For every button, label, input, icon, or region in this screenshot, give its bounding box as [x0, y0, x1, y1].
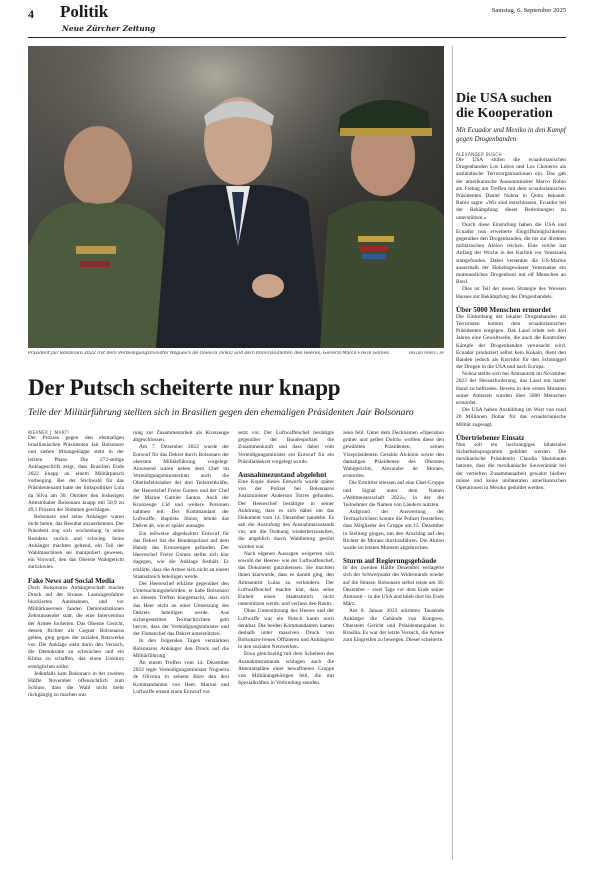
photo-caption — [28, 351, 444, 356]
photo-credit: ERALDO PERES / AP — [408, 351, 444, 355]
article-subline: Teile der Militärführung stellten sich in Brasilien gegen den ehemaligen Präsidenten Jair Bolsonaro — [28, 407, 414, 418]
caption-text: Präsident Jair Bolsonaro 2022 mit dem Verteidigungsminister Nogueira de Oliveira (links) und dem Kommandanten des Heeres, General Marco Freire Gomes. — [28, 351, 391, 356]
paragraph: Am 8. Januar 2023 stürmten Tausende Anhänger die Gebäude von Kongress, Oberstem Gericht und Präsidentenpalast in Brasília. Es war der letzte Versuch, die Armee zum Eingreifen zu bewegen. Dieser scheiterte. — [343, 608, 444, 644]
paragraph: Nach eigenen Aussagen weigerten sich sowohl der Heeres- wie der Luftwaffenchef, das Dokument gutzuheissen. Sie machten ihnen klarwurde, dass es darum ging, den Amtsantritt Lulas zu verhindern. Der Luftwaffenchef machte klar, dass seine Einheit einen Staatsstreich nicht unterstützen werde, und verliess den Raum. — [238, 550, 334, 608]
paragraph: Die USA haben Ausbildung im Wert von rund 20 Millionen Dollar für das ecuadorianische Militär zugesagt. — [456, 407, 566, 428]
article-column-2 — [133, 430, 229, 858]
paragraph: Eine Kopie dieses Entwurfs wurde später von der Polizei bei Bolsonaros Justizminister Anderson Torres gefunden. Der Heereschef bestätigte in seiner Anhörung, dass es sich dabei um das Dokument vom 14. Dezember handelte. Es sah die Ausrufung des Ausnahmezustands vor, um die Ordnung wiederherzustellen, die angeblich durch Wahlbetrug gestört worden war. — [238, 478, 334, 550]
paragraph: Durch diese Einstufung haben die USA und Ecuador nun erweiterte Eingriffsmöglichkeiten gegenüber den Drogenbanden, die bis zur direkten militärischen Aktion reichen. Eine solche hat Anfang der Woche in der Karibik vor Venezuela stattgefunden. Dabei versenkte die US-Marine ausserhalb der Hoheitsgewässer Venezuelas ein mutmassliches Drogenboot mit elf Menschen an Bord. — [456, 221, 566, 286]
paragraph: Die USA stufen die ecuadorianischen Drogenbanden Los Lobos und Los Choneros als ausländische Terrororganisationen ein. Das gab der amerikanische Aussenminister Marco Rubio am Freitag am Treffen mit dem ecuadorianischen Präsidenten Daniel Noboa in Quito bekannt. Rubio sagte: «Wir sind entschlossen, Ecuador bei der Bekämpfung dieser Bedrohungen zu unterstützen.» — [456, 157, 566, 221]
section-title: Politik — [60, 2, 109, 21]
paragraph: Ohne Unterstützung des Heeres und der Luftwaffe war ein Putsch kaum noch denkbar. Die beiden Kommandanten kamen deshalb unter massiven Druck von Bolsonaro-treuen Offizieren und Anhängern in den sozialen Netzwerken. — [238, 608, 334, 651]
sidebar-body — [456, 152, 566, 858]
sidebar-lead: Mit Ecuador und Mexiko in den Kampf gegen Drogenbanden — [456, 126, 566, 144]
paragraph: zeno fehl. Unter dem Decknamen «Operation grüner und gelber Dolch» wollten diese den gewählten Präsidenten, seinen Vizepräsidenten Geraldo Alckmin sowie den damaligen Präsidenten des Obersten Wahlgerichts, Alexandre de Moraes, ermorden. — [343, 430, 444, 480]
paragraph: Noboa stellte sich bei Amtsantritt im November 2023 der Herausforderung, das Land mit harter Hand zu befrieden. Bereits in den ersten Monaten seiner Amtszeit wurden über 5000 Menschen ermordet. — [456, 371, 566, 406]
article-author: WERNER J. MARTI — [28, 430, 69, 435]
subhead: Fake News auf Social Media — [28, 576, 115, 585]
paragraph: Der Prozess gegen den ehemaligen brasilianischen Präsidenten Jair Bolsonaro und sieben Mitangeklagte steht in der letzten Phase. Die 272-seitige Anklageschrift zeigt, dass Brasilien Ende 2022 knapp an einem Militärputsch vorbeiging. Bei der Stichwahl für das Präsidentenamt hatte der linkspolitiker Lula da Silva am 30. Oktober den bisherigen Amtsinhaber Bolsonaro knapp mit 50,9 zu 49,1 Prozent der Stimmen geschlagen. — [28, 435, 124, 513]
page-header — [28, 0, 566, 38]
paragraph: Etwa gleichzeitig mit dem Scheitern des Ausnahmezustands schlugen auch die Attentatspläne einer bewaffneten Gruppe von Militärangehörigen fehl, die mit Spezialkräften in Verbindung standen. — [238, 651, 334, 687]
article-column-3 — [238, 430, 334, 858]
paragraph: Aufgrund der Auswertung der Textnachrichten konnte die Polizei feststellen, dass Mitglieder der Gruppe am 15. Dezember in Stellung gingen, um den Anschlag auf den Richter de Moraes durchzuführen. Die Aktion wurde im letzten Moment abgebrochen. — [343, 509, 444, 551]
article-column-1 — [28, 430, 124, 858]
photo-illustration — [28, 46, 444, 348]
subhead: Übertriebener Einsatz — [456, 433, 525, 442]
subhead: Ausnahmezustand abgelehnt — [238, 470, 327, 479]
paragraph: Die Ermittler stiessen auf eine Chat-Gruppe und Signal unter dem Namen «Weltmeisterschaft 2022», in der die Teilnehmer die Namen von Ländern nutzten. — [343, 480, 444, 508]
issue-date: Samstag, 6. September 2025 — [491, 7, 566, 14]
paragraph: In den folgenden Tagen verstärkten Bolsonaros Anhänger den Druck auf die Militärführung. — [133, 638, 229, 659]
subhead: Über 5000 Menschen ermordet — [456, 305, 552, 314]
paragraph: rung zur Zusammenarbeit als Kronzeuge abgeschlossen. — [133, 430, 229, 444]
paragraph: Am 7. Dezember 2022 wurde der Entwurf für das Dekret durch Bolsonaro der obersten Militärführung vorgelegt. Anwesend waren neben dem Chef im Verteidigungsministerium auch die Oberbefehlshaber der drei Teilstreitkräfte, der Heereschef Freire Gomes und der Chef der Marine Garnier Santos. Auch der Kronzeuge Cid und weitere Personen nahmen teil. Der Kommandant der Luftwaffe, Baptista Júnior, lehnte das Dekret ab, wie er später aussagte. — [133, 444, 229, 530]
article-headline: Der Putsch scheiterte nur knapp — [28, 375, 341, 400]
sidebar-author: ALEXANDER BUSCH — [456, 152, 502, 157]
page-number: 4 — [28, 7, 34, 21]
masthead: Neue Zürcher Zeitung — [62, 24, 156, 33]
lead-photo — [28, 46, 444, 348]
paragraph: An einem Treffen vom 14. Dezember 2022 legte Verteidigungsminister Nogueira de Oliveira in seinem Büro den drei Kommandanten von Heer, Marine und Luftwaffe erneut einen Entwurf vor. — [133, 660, 229, 695]
paragraph: Nun soll ein hochrangiges bilaterales Sicherheitsprogramm gebildet werden. Die mexikanische Präsidentin Claudia Sheinbaum betonte, dass die mexikanische Souveränität bei der vertieften Zusammenarbeit gewahrt bleiben müsse und keine unilateralen amerikanischen Operationen in Mexiko geduldet werden. — [456, 441, 566, 491]
sidebar-headline: Die USA suchen die Kooperation — [456, 91, 553, 121]
column-divider — [452, 46, 453, 860]
paragraph: Ein teilweise abgedeckter Entwurf für das Dekret hat die Bundespolizei auf dem Handy des Kronzeugen gefunden. Der Heereschef Freire Gomes stellte sich klar dagegen, wie die Anklage festhält. Er erklärte, dass die Armee sich nicht an einem Staatsstreich beteiligen werde. — [133, 530, 229, 580]
paragraph: Doch Bolsonaros Anhängerschaft machte Druck auf der Strasse. Lastwagenfahrer blockierten Autobahnen, und vor Militärkasernen fanden Demonstrationen Zehntausender statt, die eine Intervention der Armee forderten. Das Oberste Gericht, dessen Richter als Gegner Bolsonaros gelten, ging gegen die sozialen Netzwerke vor. Die Anklage sieht darin den Versuch, die Demokratie zu schwächen und ein Klima zu schaffen, das einen Umsturz ermöglichen sollte. — [28, 584, 124, 670]
paragraph: Jedenfalls kam Bolsonaro in der zweiten Hälfte November offensichtlich zum Schluss, dass die Wahl nicht mehr rückgängig zu machen war. — [28, 670, 124, 699]
paragraph: Der Heereschef erklärte gegenüber den Untersuchungsbehörden, er habe Bolsonaro an diesem Treffen klargemacht, dass sich das Heer nicht an einer Umsetzung des Dekrets beteiligen werde. Aus sichergestellten Textnachrichten geht hervor, dass der Verteidigungsminister und der Flottenchef das Dekret unterstützten. — [133, 580, 229, 638]
paragraph: In der zweiten Hälfte Dezember verlagerte sich der Schwerpunkt des Widerstands wieder auf die Strasse. Bolsonaro selbst reiste am 30. Dezember – zwei Tage vor dem Ende seiner Amtszeit – in die USA und blieb dort bis Ende März. — [343, 565, 444, 608]
paragraph: Dies ist Teil der neuen Strategie des Weissen Hauses zur Bekämpfung des Drogenhandels. — [456, 286, 566, 300]
subhead: Sturm auf Regierungsgebäude — [343, 557, 437, 566]
paragraph: Die Eintreibung der lokalen Drogenbanden als Terroristen kommt dem ecuadorianischen Präsidenten entgegen. Das Land erlebt seit drei Jahren eine Gewaltwelle, die auch die Kontrollen Kämpfe der Drogenbanden verursacht wird. Ecuador produziert selbst kein Kokain, dient den Banden jedoch als Korridor für den Schmuggel der Drogen in die USA und nach Europa. — [456, 313, 566, 371]
paragraph: Bolsonaro und seine Anhänger waren nicht bereit, das Resultat anzuerkennen. Der Präsident zog sich wochenlang in seine Residenz zurück und schwieg. Seine Anhänger machten geltend, ein Teil der Wahlmaschinen sei manipuliert gewesen, ein Vorwurf, den das Oberste Wahlgericht zurückwies. — [28, 514, 124, 571]
paragraph: setzt vor. Der Luftwaffenchef bestätigte gegenüber der Bundespolizei die Zusammenkunft und dass dabei vom Verteidigungsminister ein Entwurf für ein Präsidialdekret vorgelegt wurde. — [238, 430, 334, 465]
article-column-4 — [343, 430, 444, 858]
